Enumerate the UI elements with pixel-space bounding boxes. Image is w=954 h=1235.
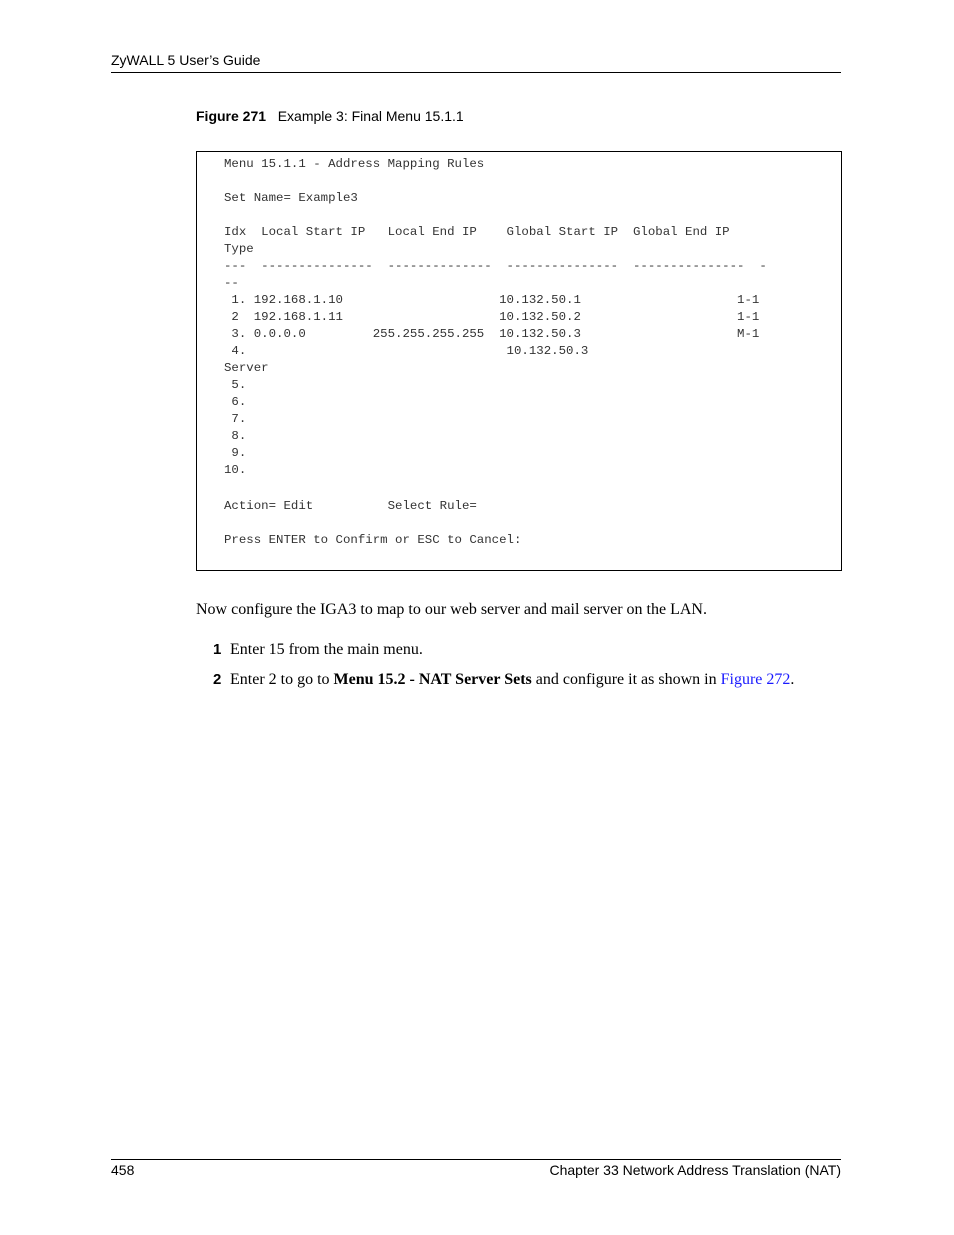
terminal-row-7: 7. <box>224 412 247 426</box>
figure-spacer <box>266 108 278 124</box>
page-number: 458 <box>111 1162 135 1178</box>
figure-272-link[interactable]: Figure 272 <box>720 671 791 688</box>
terminal-action-line: Action= Edit Select Rule= <box>224 499 477 513</box>
terminal-row-4: 4. 10.132.50.3 <box>224 344 589 358</box>
step-number: 1 <box>213 641 222 658</box>
terminal-header-separator-wrap: -- <box>224 276 239 290</box>
terminal-row-9: 9. <box>224 446 247 460</box>
terminal-row-1: 1. 192.168.1.10 10.132.50.1 1-1 <box>224 293 760 307</box>
step-2 <box>213 671 794 689</box>
terminal-column-header-type: Type <box>224 242 254 256</box>
footer-divider <box>111 1159 841 1160</box>
terminal-set-name: Set Name= Example3 <box>224 191 358 205</box>
step-text-pre: Enter 2 to go to <box>230 671 334 688</box>
terminal-screen <box>196 151 842 571</box>
header-divider <box>111 72 841 73</box>
step-text: Enter 15 from the main menu. <box>230 641 423 658</box>
menu-reference: Menu 15.2 - NAT Server Sets <box>333 671 532 688</box>
terminal-row-6: 6. <box>224 395 247 409</box>
figure-label: Figure 271 <box>196 108 267 124</box>
chapter-title: Chapter 33 Network Address Translation (NAT) <box>549 1162 841 1178</box>
terminal-row-10: 10. <box>224 463 247 477</box>
figure-caption-text: Example 3: Final Menu 15.1.1 <box>277 108 464 124</box>
document-title: ZyWALL 5 User’s Guide <box>111 52 261 68</box>
figure-caption <box>196 108 464 124</box>
step-number: 2 <box>213 671 222 688</box>
step-text-post: . <box>790 671 795 688</box>
terminal-row-5: 5. <box>224 378 247 392</box>
terminal-row-3: 3. 0.0.0.0 255.255.255.255 10.132.50.3 M-1 <box>224 327 760 341</box>
terminal-row-4-type: Server <box>224 361 269 375</box>
terminal-prompt: Press ENTER to Confirm or ESC to Cancel: <box>224 533 522 547</box>
terminal-row-2: 2 192.168.1.11 10.132.50.2 1-1 <box>224 310 760 324</box>
step-text-mid: and configure it as shown in <box>531 671 721 688</box>
terminal-row-8: 8. <box>224 429 247 443</box>
terminal-menu-title: Menu 15.1.1 - Address Mapping Rules <box>224 157 485 171</box>
terminal-column-headers: Idx Local Start IP Local End IP Global Start IP Global End IP <box>224 225 730 239</box>
step-1 <box>213 641 423 659</box>
terminal-header-separator: --- --------------- -------------- --------------- --------------- - <box>224 259 767 273</box>
intro-paragraph: Now configure the IGA3 to map to our web server and mail server on the LAN. <box>196 601 707 618</box>
